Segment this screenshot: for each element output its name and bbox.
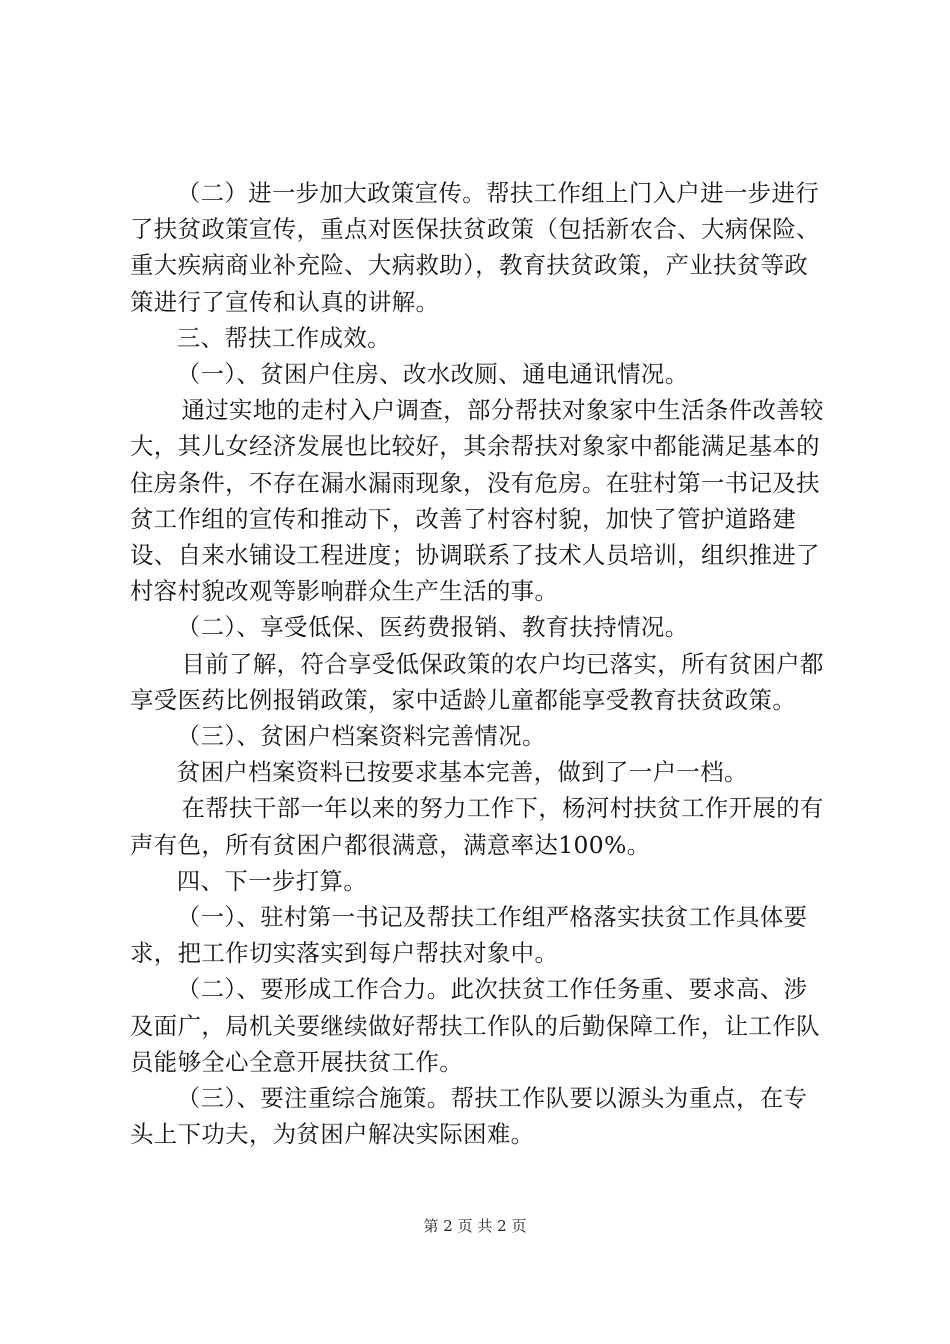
paragraph-housing: 通过实地的走村入户调查，部分帮扶对象家中生活条件改善较大，其儿女经济发展也比较好，其余帮扶对象家中都能满足基本的住房条件，不存在漏水漏雨现象，没有危房。在驻村第一书记及扶贫工作组的宣传和推动下，改善了村容村貌，加快了管护道路建设、自来水铺设工程进度；协调联系了技术人员培训，组织推进了村容村貌改观等影响群众生产生活的事。 bbox=[130, 396, 824, 606]
paragraph-next-step-1: （一）、驻村第一书记及帮扶工作组严格落实扶贫工作具体要求，把工作切实落实到每户帮扶对象中。 bbox=[130, 903, 808, 968]
paragraph-satisfaction: 在帮扶干部一年以来的努力工作下，杨河村扶贫工作开展的有声有色，所有贫困户都很满意，满意率达100%。 bbox=[130, 794, 824, 859]
paragraph-next-step-3: （三）、要注重综合施策。帮扶工作队要以源头为重点，在专头上下功夫，为贫困户解决实际困难。 bbox=[130, 1084, 808, 1149]
paragraph-next-step-2: （二）、要形成工作合力。此次扶贫工作任务重、要求高、涉及面广，局机关要继续做好帮扶工作队的后勤保障工作，让工作队员能够全心全意开展扶贫工作。 bbox=[130, 975, 820, 1076]
subheading-housing: （一）、贫困户住房、改水改厕、通电通讯情况。 bbox=[176, 360, 689, 389]
subheading-subsidies: （二）、享受低保、医药费报销、教育扶持情况。 bbox=[176, 613, 689, 642]
document-body bbox=[130, 175, 830, 1152]
page-footer: 第 2 页 共 2 页 bbox=[423, 1217, 527, 1235]
paragraph-archives: 贫困户档案资料已按要求基本完善，做到了一户一档。 bbox=[176, 758, 748, 787]
heading-work-results: 三、帮扶工作成效。 bbox=[176, 323, 391, 352]
paragraph-subsidies: 目前了解，符合享受低保政策的农户均已落实，所有贫困户都享受医药比例报销政策，家中适龄儿童都能享受教育扶贫政策。 bbox=[130, 649, 824, 714]
subheading-archives: （三）、贫困户档案资料完善情况。 bbox=[176, 722, 546, 751]
paragraph-policy-publicity: （二）进一步加大政策宣传。帮扶工作组上门入户进一步进行了扶贫政策宣传，重点对医保扶贫政策（包括新农合、大病保险、重大疾病商业补充险、大病救助），教育扶贫政策，产业扶贫等政策进行了宣传和认真的讲解。 bbox=[130, 179, 820, 316]
heading-next-steps: 四、下一步打算。 bbox=[176, 866, 368, 895]
